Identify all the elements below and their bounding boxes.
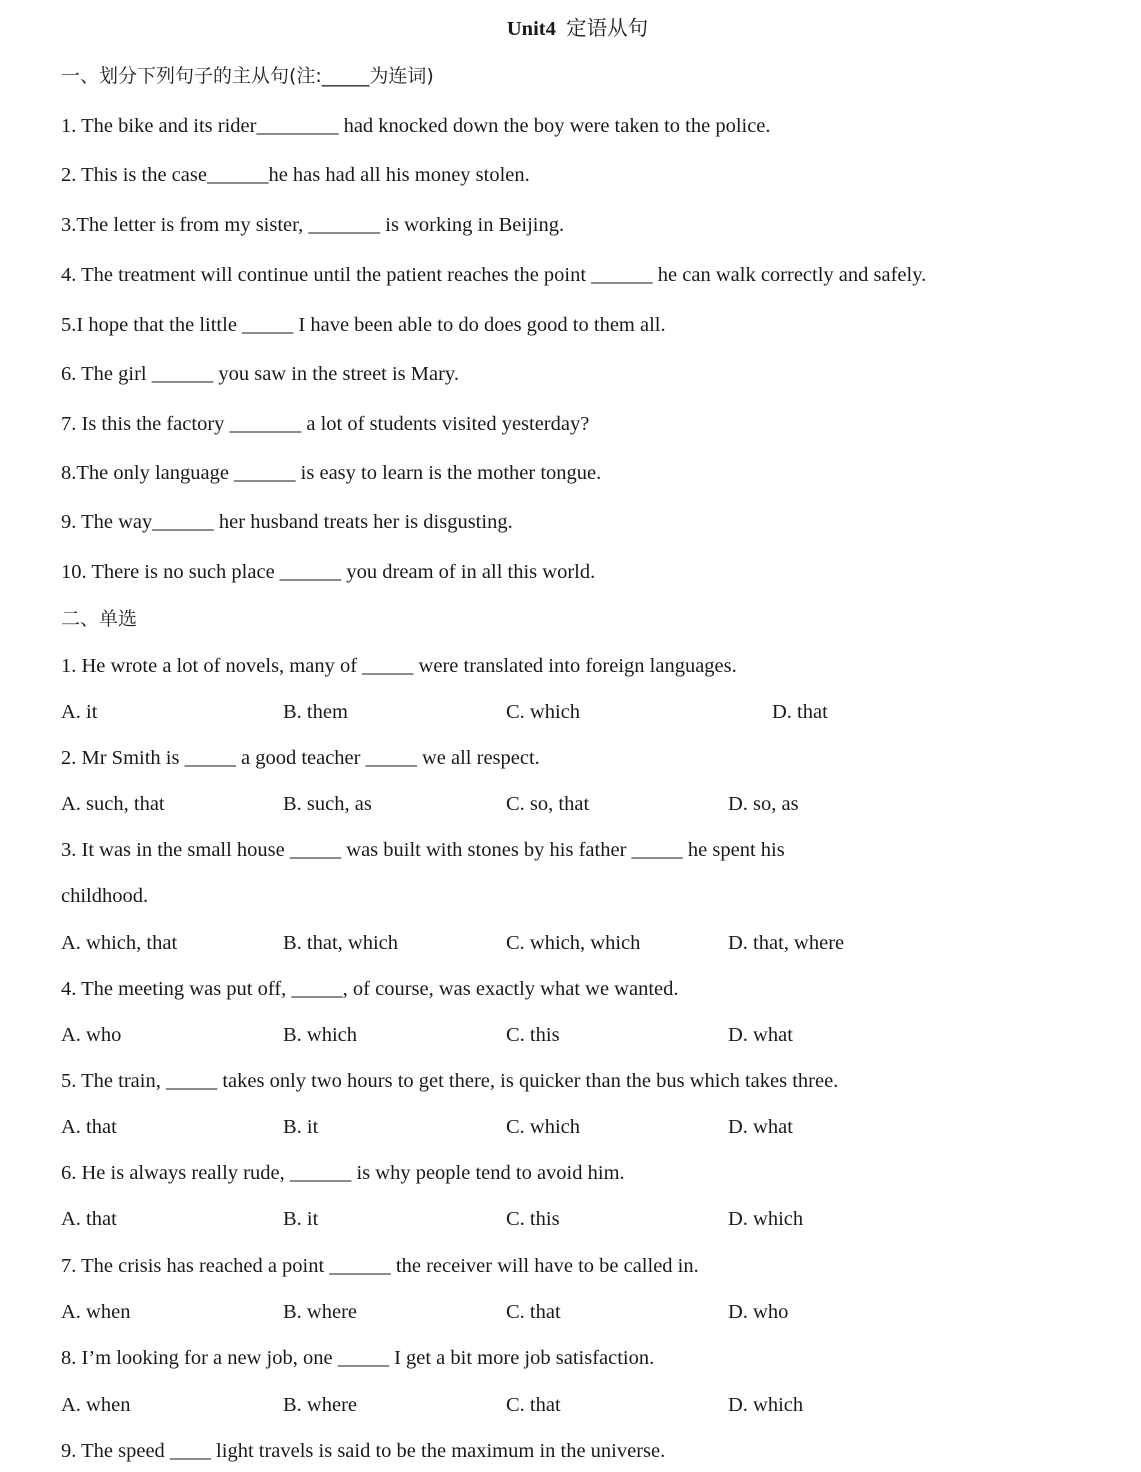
q3-option-b: B. that, which — [283, 932, 399, 954]
s1-item-5: 5.I hope that the little _____ I have been able to do does good to them all. — [61, 314, 666, 336]
q5-option-c: C. which — [506, 1116, 581, 1138]
topic-label: 定语从句 — [566, 18, 649, 40]
q7-option-a: A. when — [61, 1301, 131, 1323]
s1-item-8: 8.The only language ______ is easy to learn is the mother tongue. — [61, 462, 602, 484]
q7-option-d: D. who — [728, 1301, 789, 1323]
q5-option-d: D. what — [728, 1116, 793, 1138]
q4-option-c: C. this — [506, 1024, 560, 1046]
q1-option-a: A. it — [61, 701, 98, 723]
q2-option-a: A. such, that — [61, 793, 165, 815]
q6-option-b: B. it — [283, 1208, 319, 1230]
s1-item-6: 6. The girl ______ you saw in the street is Mary. — [61, 363, 459, 385]
q5-stem: 5. The train, _____ takes only two hours to get there, is quicker than the bus which takes three. — [61, 1070, 839, 1092]
q8-option-c: C. that — [506, 1394, 561, 1416]
q5-option-b: B. it — [283, 1116, 319, 1138]
q3-stem-continued: childhood. — [61, 885, 149, 907]
q3-option-d: D. that, where — [728, 932, 845, 954]
q6-option-a: A. that — [61, 1208, 117, 1230]
q4-option-b: B. which — [283, 1024, 358, 1046]
q3-stem: 3. It was in the small house _____ was built with stones by his father _____ he spent his — [61, 839, 785, 861]
q7-option-c: C. that — [506, 1301, 561, 1323]
q8-stem: 8. I’m looking for a new job, one _____ I get a bit more job satisfaction. — [61, 1347, 655, 1369]
section1-heading: 一、划分下列句子的主从句(注:_____为连词) — [61, 65, 434, 87]
q4-option-a: A. who — [61, 1024, 122, 1046]
q2-option-b: B. such, as — [283, 793, 372, 815]
q8-option-b: B. where — [283, 1394, 358, 1416]
q3-option-a: A. which, that — [61, 932, 178, 954]
q1-option-c: C. which — [506, 701, 581, 723]
s1-item-1: 1. The bike and its rider________ had knocked down the boy were taken to the police. — [61, 115, 771, 137]
q1-option-d: D. that — [772, 701, 828, 723]
q8-option-d: D. which — [728, 1394, 804, 1416]
unit-label: Unit4 — [506, 18, 556, 40]
s1-item-3: 3.The letter is from my sister, _______ is working in Beijing. — [61, 214, 565, 236]
q6-option-c: C. this — [506, 1208, 560, 1230]
q2-option-c: C. so, that — [506, 793, 590, 815]
s1-item-2: 2. This is the case______he has had all his money stolen. — [61, 164, 530, 186]
q8-option-a: A. when — [61, 1394, 131, 1416]
q7-stem: 7. The crisis has reached a point ______ the receiver will have to be called in. — [61, 1255, 699, 1277]
q4-option-d: D. what — [728, 1024, 793, 1046]
s1-item-9: 9. The way______ her husband treats her is disgusting. — [61, 511, 513, 533]
s1-item-4: 4. The treatment will continue until the patient reaches the point ______ he can walk correctly and safely. — [61, 264, 927, 286]
page-title — [0, 16, 1141, 42]
s1-item-7: 7. Is this the factory _______ a lot of students visited yesterday? — [61, 413, 590, 435]
q5-option-a: A. that — [61, 1116, 117, 1138]
q1-option-b: B. them — [283, 701, 348, 723]
s1-item-10: 10. There is no such place ______ you dream of in all this world. — [61, 561, 596, 583]
q4-stem: 4. The meeting was put off, _____, of course, was exactly what we wanted. — [61, 978, 679, 1000]
q6-option-d: D. which — [728, 1208, 804, 1230]
q1-stem: 1. He wrote a lot of novels, many of _____ were translated into foreign languages. — [61, 655, 737, 677]
section2-heading: 二、单选 — [61, 608, 138, 630]
q9-stem: 9. The speed ____ light travels is said to be the maximum in the universe. — [61, 1440, 666, 1462]
q2-stem: 2. Mr Smith is _____ a good teacher _____ we all respect. — [61, 747, 540, 769]
q6-stem: 6. He is always really rude, ______ is why people tend to avoid him. — [61, 1162, 625, 1184]
q3-option-c: C. which, which — [506, 932, 641, 954]
q2-option-d: D. so, as — [728, 793, 799, 815]
q7-option-b: B. where — [283, 1301, 358, 1323]
